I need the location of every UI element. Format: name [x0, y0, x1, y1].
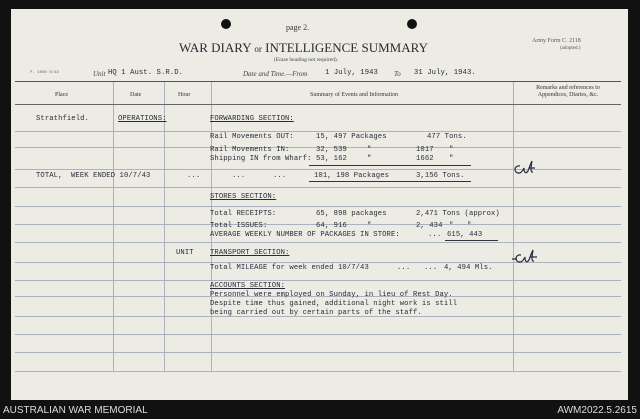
ditto-mark: ": [367, 146, 372, 154]
row-line: [15, 352, 621, 353]
transport-section-heading: TRANSPORT SECTION:: [210, 249, 290, 257]
col-divider: [113, 82, 114, 372]
footer-source: AUSTRALIAN WAR MEMORIAL: [3, 405, 148, 416]
forwarding-section-heading: FORWARDING SECTION:: [210, 115, 294, 123]
diary-sheet: [11, 9, 628, 400]
handwritten-initials: [511, 247, 543, 269]
accounts-line-3: being carried out by certain parts of the staff.: [210, 309, 422, 317]
dots: ...: [428, 231, 442, 239]
rail-out-label: Rail Movements OUT:: [210, 133, 294, 141]
title-or: or: [254, 44, 262, 54]
col-divider: [513, 82, 514, 372]
rail-in-packages: 32, 539: [316, 146, 347, 154]
total-packages: 101, 198 Packages: [314, 172, 390, 180]
issues-packages: 64, 916: [316, 222, 347, 230]
mileage-label: Total MILEAGE for week ended 10/7/43: [210, 264, 369, 272]
punch-hole-left: [221, 19, 231, 29]
col-header-date: Date: [130, 92, 142, 98]
footer-accession-number: AWM2022.5.2615: [557, 405, 637, 416]
unit-word: UNIT: [176, 249, 194, 257]
row-line: [15, 131, 621, 132]
unit-label: Unit: [93, 70, 106, 78]
receipts-packages: 65, 898 packages: [316, 210, 387, 218]
dots: ...: [424, 264, 438, 272]
row-line: [15, 206, 621, 207]
receipts-tons: 2,471 Tons (approx): [416, 210, 500, 218]
ditto-mark: ": [449, 155, 454, 163]
rail-in-label: Rail Movements IN:: [210, 146, 290, 154]
average-underline: [445, 240, 498, 241]
stores-section-heading: STORES SECTION:: [210, 193, 277, 201]
title-subnote: (Erase heading not required).: [274, 57, 339, 63]
issues-label: Total ISSUES:: [210, 222, 268, 230]
rail-out-packages: 15, 497 Packages: [316, 133, 387, 141]
row-line: [15, 187, 621, 188]
average-label: AVERAGE WEEKLY NUMBER OF PACKAGES IN STORE:: [210, 231, 400, 239]
date-to-value: 31 July, 1943.: [414, 69, 476, 77]
row-line: [15, 371, 621, 372]
army-form-adopted: (adopted.): [560, 46, 581, 51]
row-line: [15, 334, 621, 335]
row-line: [15, 280, 621, 281]
ditto-mark: ": [367, 222, 372, 230]
shipping-packages: 53, 162: [316, 155, 347, 163]
army-form-number: Army Form C. 2118: [532, 38, 581, 44]
header-divider: [15, 104, 621, 105]
ditto-mark: ": [367, 155, 372, 163]
row-line: [15, 242, 621, 243]
operations-label: OPERATIONS:: [118, 115, 167, 123]
col-header-summary: Summary of Events and Information: [310, 92, 398, 98]
week-ended: WEEK ENDED 10/7/43: [71, 172, 151, 180]
dots: ...: [187, 172, 201, 180]
page-title: [179, 40, 428, 56]
total-underline: [309, 181, 471, 182]
handwritten-initials: [511, 159, 541, 181]
accounts-section-heading: ACCOUNTS SECTION:: [210, 282, 286, 290]
punch-hole-right: [407, 19, 417, 29]
issues-tons: 2, 434: [416, 222, 443, 230]
unit-value: HQ 1 Aust. S.R.D.: [108, 69, 184, 77]
col-header-remarks: Remarks and references to Appendices, Diaries, &c.: [536, 85, 600, 98]
date-to-label: To: [394, 70, 401, 78]
accounts-line-2: Despite time thus gained, additional night work is still: [210, 300, 458, 308]
title-war-diary: WAR DIARY: [179, 40, 252, 55]
title-intelligence: INTELLIGENCE SUMMARY: [265, 40, 428, 55]
total-label: TOTAL,: [36, 172, 63, 180]
dots: ...: [232, 172, 246, 180]
total-tons: 3,156 Tons.: [416, 172, 465, 180]
col-divider: [164, 82, 165, 372]
shipping-tons: 1662: [416, 155, 434, 163]
date-time-from-label: Date and Time.—From: [243, 70, 308, 78]
form-code: P. 1008 S/43: [30, 71, 59, 75]
ditto-mark: ": [449, 146, 454, 154]
shipping-label: Shipping IN from Wharf:: [210, 155, 312, 163]
average-value: 615, 443: [447, 231, 483, 239]
col-header-place: Place: [55, 92, 68, 98]
receipts-label: Total RECEIPTS:: [210, 210, 277, 218]
place-strathfield: Strathfield.: [36, 115, 89, 123]
sum-underline: [309, 165, 471, 166]
rail-in-tons: 1017: [416, 146, 434, 154]
col-header-hour: Hour: [178, 92, 191, 98]
rail-out-tons: 477 Tons.: [427, 133, 467, 141]
date-from-value: 1 July, 1943: [325, 69, 378, 77]
mileage-value: 4, 494 Mls.: [444, 264, 493, 272]
ditto-mark: ": [449, 222, 454, 230]
ditto-mark: ": [467, 222, 472, 230]
accounts-line-1: Personnel were employed on Sunday, in lieu of Rest Day.: [210, 291, 453, 299]
dots: ...: [397, 264, 411, 272]
page-label: page 2.: [286, 23, 310, 32]
dots: ...: [273, 172, 287, 180]
